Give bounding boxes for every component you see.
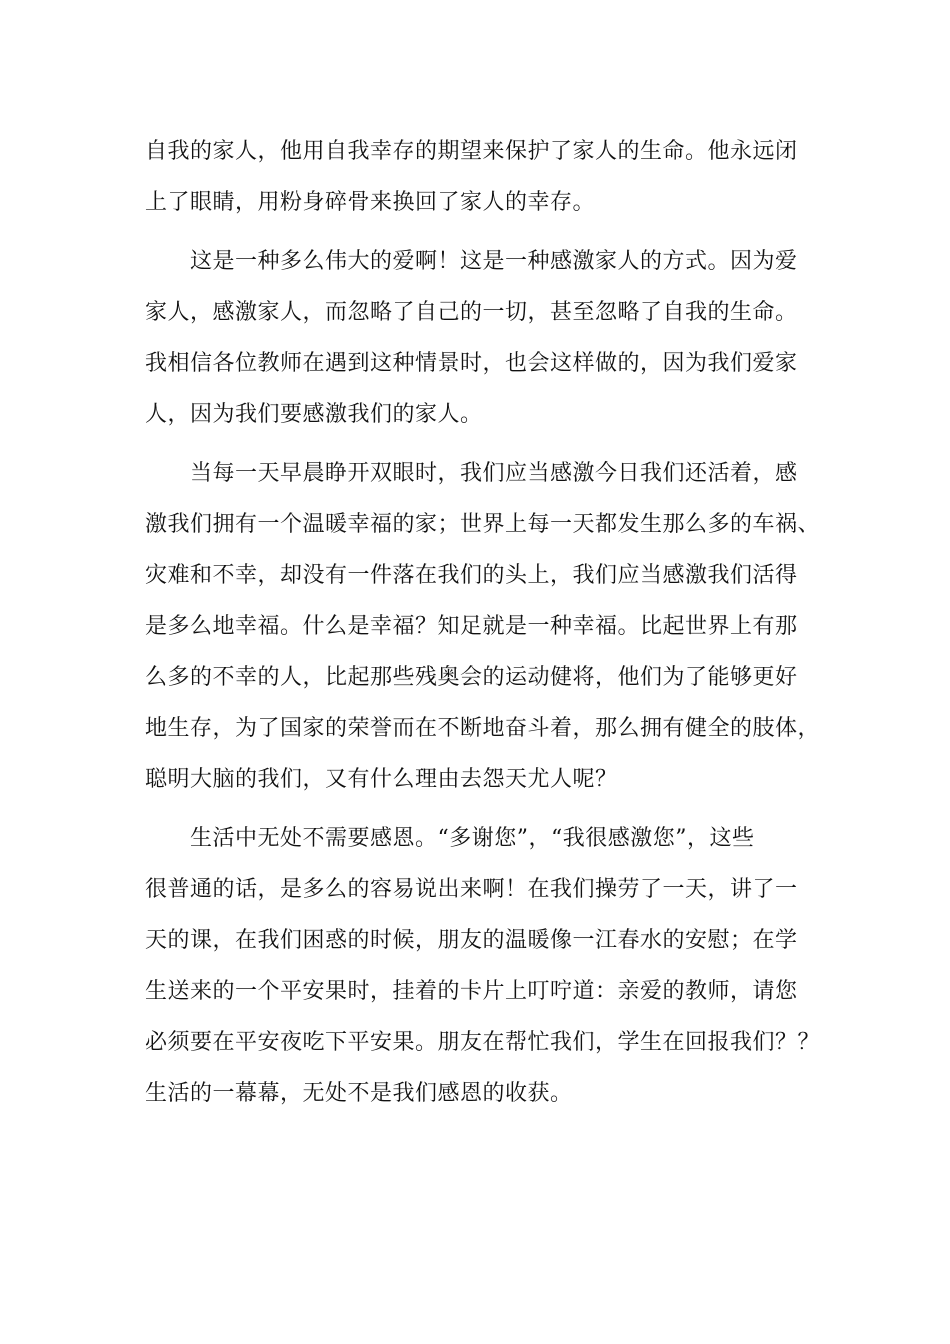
text-line: 这是一种多么伟大的爱啊！这是一种感激家人的方式。因为爱: [190, 249, 798, 274]
text-line: 天的课，在我们困惑的时候，朋友的温暖像一江春水的安慰；在学: [145, 928, 798, 953]
paragraph-1: [145, 126, 815, 228]
text-line: 地生存，为了国家的荣誉而在不断地奋斗着，那么拥有健全的肢体，: [145, 716, 821, 741]
text-line: 生活中无处不需要感恩。“多谢您”，“我很感激您”，这些: [190, 826, 755, 851]
text-line: 生送来的一个平安果时，挂着的卡片上叮咛道：亲爱的教师，请您: [145, 979, 798, 1004]
paragraph-2: [145, 236, 815, 440]
paragraph-3: [145, 448, 821, 805]
document-body: [145, 126, 821, 1119]
text-line: 必须要在平安夜吃下平安果。朋友在帮忙我们，学生在回报我们？？: [145, 1030, 821, 1055]
text-line: 上了眼睛，用粉身碎骨来换回了家人的幸存。: [145, 190, 596, 215]
text-line: 当每一天早晨睁开双眼时，我们应当感激今日我们还活着，感: [190, 461, 798, 486]
text-line: 人，因为我们要感激我们的家人。: [145, 402, 483, 427]
text-line: 生活的一幕幕，无处不是我们感恩的收获。: [145, 1081, 573, 1106]
text-line: 激我们拥有一个温暖幸福的家；世界上每一天都发生那么多的车祸、: [145, 512, 821, 537]
text-line: 家人，感激家人，而忽略了自己的一切，甚至忽略了自我的生命。: [145, 300, 798, 325]
paragraph-4: [145, 813, 821, 1119]
text-line: 自我的家人，他用自我幸存的期望来保护了家人的生命。他永远闭: [145, 139, 798, 164]
text-line: 很普通的话，是多么的容易说出来啊！在我们操劳了一天，讲了一: [145, 877, 798, 902]
text-line: 么多的不幸的人，比起那些残奥会的运动健将，他们为了能够更好: [145, 665, 798, 690]
text-line: 我相信各位教师在遇到这种情景时，也会这样做的，因为我们爱家: [145, 351, 798, 376]
text-line: 是多么地幸福。什么是幸福？知足就是一种幸福。比起世界上有那: [145, 614, 798, 639]
text-line: 灾难和不幸，却没有一件落在我们的头上，我们应当感激我们活得: [145, 563, 798, 588]
text-line: 聪明大脑的我们，又有什么理由去怨天尤人呢？: [145, 767, 618, 792]
